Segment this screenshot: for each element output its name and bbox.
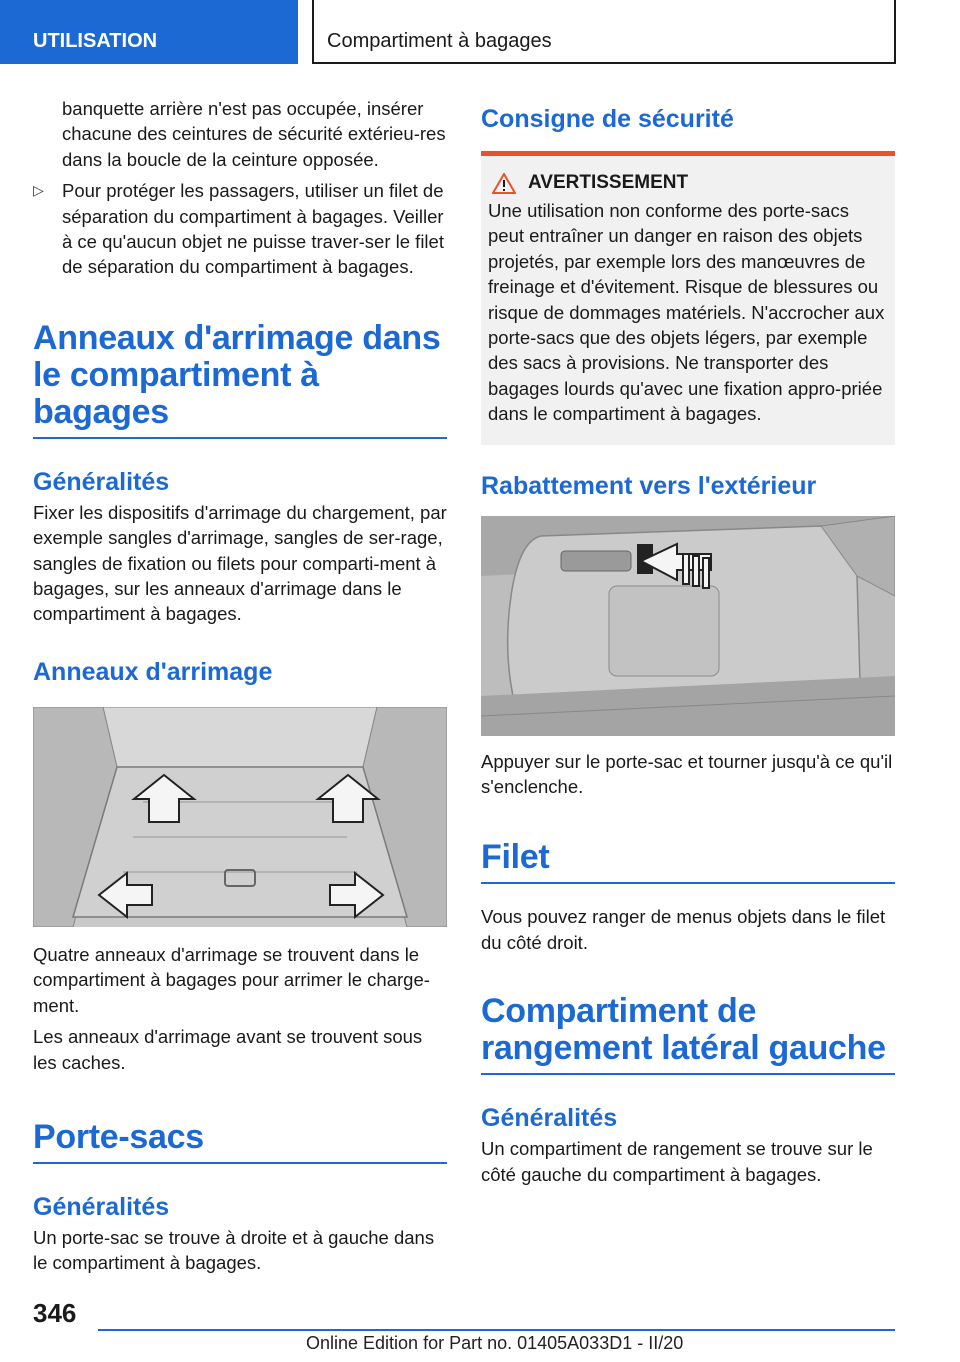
bag-hook-illustration <box>481 516 895 736</box>
heading-generalites-3: Généralités <box>481 1104 618 1133</box>
figure-bag-hook <box>481 516 895 736</box>
bullet-list <box>33 96 447 280</box>
page-header <box>0 0 960 66</box>
page-number: 346 <box>33 1298 77 1328</box>
warning-text: Une utilisation non conforme des porte-sacs peut entraîner un danger en raison des objets projetés, par exemple lors des manœuvres de freinage et d'évitement. Risque de blessures ou risque de dommages matériels. N'accrocher aux porte-sacs que des objets légers, par exemple des sacs à provisions. Ne transporter des bagages lourds qu'avec une fixation appro-priée dans le compartiment à bagages. <box>488 200 885 425</box>
paragraph-anneaux-1: Quatre anneaux d'arrimage se trouvent dans le compartiment à bagages pour arrimer le charge-ment. <box>33 943 430 1016</box>
heading-filet: Filet <box>481 839 895 884</box>
bullet-triangle-icon: ▷ <box>33 182 44 199</box>
heading-porte-sacs: Porte-sacs <box>33 1119 447 1164</box>
heading-anneaux-arrimage: Anneaux d'arrimage <box>33 657 273 686</box>
heading-anneaux-compartiment: Anneaux d'arrimage dans le compartiment à bagages <box>33 320 447 439</box>
heading-generalites: Généralités <box>33 467 170 496</box>
paragraph-rabattement: Appuyer sur le porte-sac et tourner jusqu'à ce qu'il s'enclenche. <box>481 750 893 798</box>
heading-consigne: Consigne de sécurité <box>481 105 734 133</box>
footer-divider <box>98 1329 895 1331</box>
list-item-text: banquette arrière n'est pas occupée, insérer chacune des ceintures de sécurité extérieu-res dans la boucle de la ceinture opposée. <box>62 98 446 170</box>
section-tab: UTILISATION <box>0 0 298 64</box>
paragraph-anneaux-2: Les anneaux d'arrimage avant se trouvent sous les caches. <box>33 1026 423 1073</box>
heading-rabattement: Rabattement vers l'extérieur <box>481 471 817 500</box>
figure-trunk-floor <box>33 707 447 927</box>
paragraph-porte-sacs: Un porte-sac se trouve à droite et à gauche dans le compartiment à bagages. <box>33 1226 435 1274</box>
paragraph-generalites: Fixer les dispositifs d'arrimage du chargement, par exemple sangles d'arrimage, sangles de ser-rage, sangles de fixation ou filets pour comparti-ment à bagages, sur les anneaux d'arrimage dans le compartiment à bagages. <box>33 501 447 625</box>
heading-compartiment: Compartiment de rangement latéral gauche <box>481 993 895 1075</box>
heading-generalites-2: Généralités <box>33 1192 170 1221</box>
warning-title <box>492 172 887 194</box>
list-item <box>33 96 447 172</box>
footer-edition: Online Edition for Part no. 01405A033D1 - II/20 <box>306 1333 684 1353</box>
warning-triangle-icon <box>492 173 516 194</box>
trunk-floor-illustration <box>33 707 447 927</box>
list-item <box>33 178 447 280</box>
warning-box <box>481 151 895 445</box>
warning-title-text: AVERTISSEMENT <box>528 172 689 193</box>
page-title: Compartiment à bagages <box>312 0 896 64</box>
list-item-text: Pour protéger les passagers, utiliser un filet de séparation du compartiment à bagages. Veiller à ce qu'aucun objet ne puisse traver-ser le filet de séparation du compartiment à bagages. <box>62 180 444 278</box>
right-column <box>481 96 895 1187</box>
paragraph-filet: Vous pouvez ranger de menus objets dans le filet du côté droit. <box>481 906 886 953</box>
left-column <box>33 96 447 1276</box>
paragraph-compartiment: Un compartiment de rangement se trouve sur le côté gauche du compartiment à bagages. <box>481 1138 873 1185</box>
